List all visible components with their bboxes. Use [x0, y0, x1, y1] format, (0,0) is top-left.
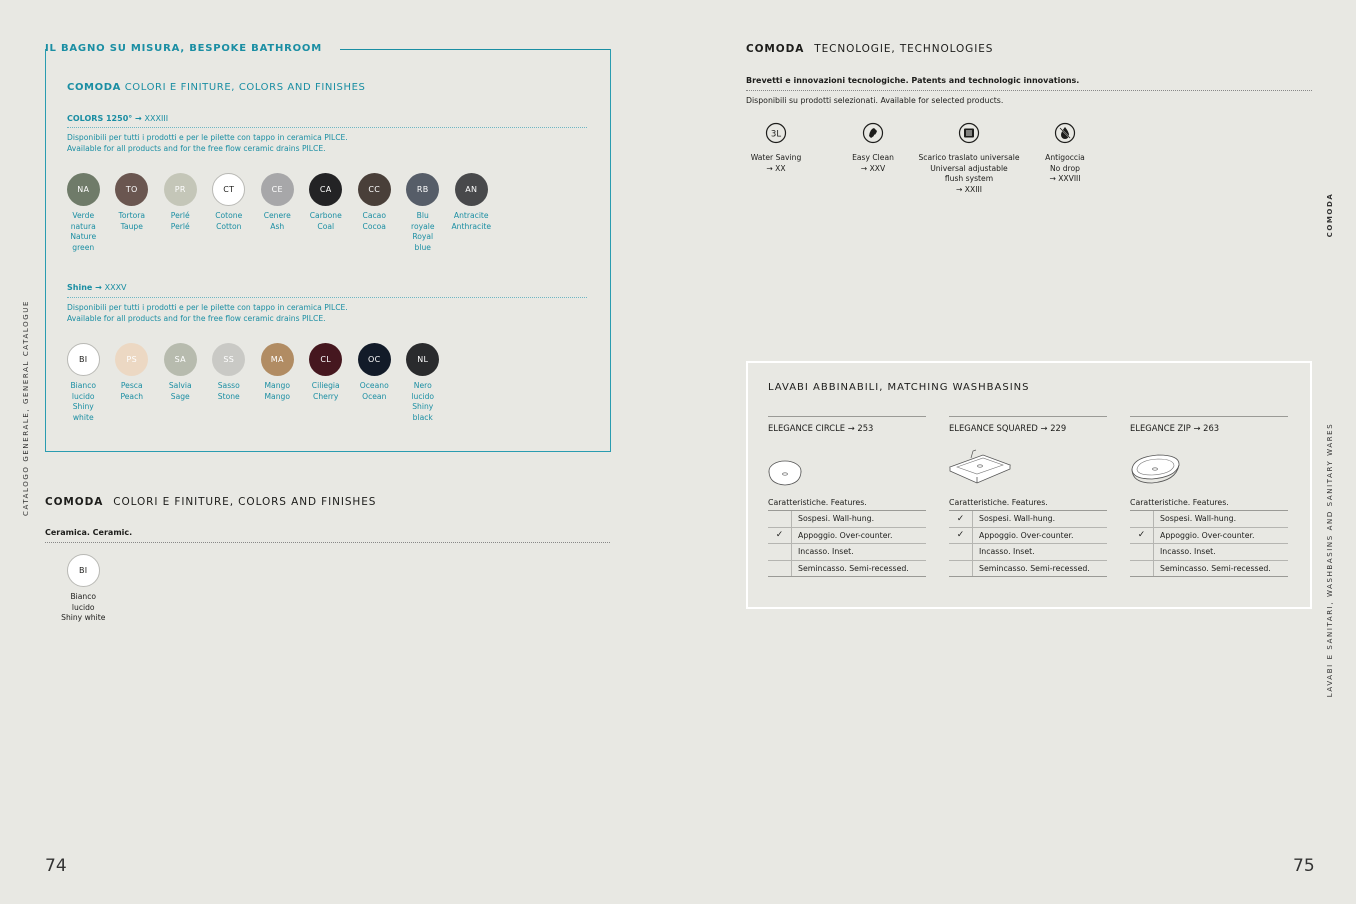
features-table	[949, 511, 1107, 577]
feature-label: Incasso. Inset.	[979, 547, 1035, 557]
technologies-title-bold: COMODA	[746, 43, 805, 55]
washbasin-drawing	[768, 439, 926, 494]
swatch-circle	[309, 173, 342, 206]
feature-label: Appoggio. Over-counter.	[798, 530, 893, 540]
ceramic-title-bold: COMODA	[45, 496, 104, 508]
feature-label: Appoggio. Over-counter.	[1160, 530, 1255, 540]
swatch-code: NA	[77, 185, 90, 194]
washbasin-name: ELEGANCE ZIP → 263	[1130, 423, 1220, 433]
swatch-code: CL	[320, 355, 332, 364]
swatch-code: MA	[270, 355, 284, 364]
swatch-circle	[261, 343, 294, 376]
washbasin-drawing	[949, 439, 1107, 494]
feature-label: Sospesi. Wall-hung.	[1160, 514, 1237, 524]
swatch-code: CE	[271, 185, 283, 194]
column-rule	[768, 416, 926, 417]
technologies-title-rest: TECNOLOGIE, TECHNOLOGIES	[814, 43, 994, 55]
swatch-circle	[164, 173, 197, 206]
swatch-circle	[261, 173, 294, 206]
color-swatch-cl	[302, 343, 351, 423]
swatch-circle	[67, 173, 100, 206]
swatch-code: BI	[79, 355, 88, 364]
swatch-label: Carbone Coal	[309, 211, 342, 231]
feature-label: Sospesi. Wall-hung.	[979, 514, 1056, 524]
feature-check-icon	[949, 544, 973, 560]
feature-row	[1130, 561, 1288, 578]
tech-label: Water Saving → XX	[750, 153, 802, 173]
feature-check-icon	[768, 511, 792, 527]
patents-heading: Brevetti e innovazioni tecnologiche. Patents and technologic innovations.	[746, 76, 1080, 85]
feature-label: Incasso. Inset.	[1160, 547, 1216, 557]
swatch-code: AN	[465, 185, 478, 194]
swatch-label: Antracite Anthracite	[451, 211, 491, 231]
svg-text:3L: 3L	[770, 129, 782, 140]
swatch-code: RB	[416, 185, 429, 194]
feature-check-icon	[1130, 511, 1154, 527]
swatch-circle	[455, 173, 488, 206]
washbasin-elegance-zip	[1130, 416, 1288, 577]
color-swatch-rb	[399, 173, 448, 253]
washbasins-title: LAVABI ABBINABILI, MATCHING WASHBASINS	[768, 382, 1030, 393]
shine-heading-ref: XXXV	[104, 283, 127, 292]
feature-label: Sospesi. Wall-hung.	[798, 514, 875, 524]
tech-easy-clean	[818, 122, 928, 174]
color-swatch-ct	[205, 173, 254, 253]
feature-row	[768, 528, 926, 545]
swatch-label: Cotone Cotton	[215, 211, 243, 231]
colors-heading-label: COLORS 1250° →	[67, 114, 142, 123]
swatch-code: TO	[125, 185, 138, 194]
feature-row	[949, 511, 1107, 528]
swatch-circle	[406, 173, 439, 206]
feature-label: Semincasso. Semi-recessed.	[1160, 563, 1271, 573]
swatch-code: CA	[319, 185, 332, 194]
colors-swatch-row	[59, 173, 496, 253]
features-title: Caratteristiche. Features.	[768, 498, 867, 507]
tech-no-drop	[1010, 122, 1120, 185]
swatch-code: PR	[174, 185, 186, 194]
ceramic-subheading: Ceramica. Ceramic.	[45, 528, 133, 537]
water-saving-icon	[765, 122, 787, 144]
swatch-code: BI	[79, 566, 88, 575]
shine-note	[67, 303, 348, 324]
tech-label: Antigoccia No drop → XXVIII	[1045, 153, 1085, 183]
swatch-label: Verde natura Nature green	[70, 211, 97, 252]
spine-label-right-bottom	[1318, 420, 1342, 700]
page-number-right: 75	[1293, 856, 1315, 876]
swatch-label: Oceano Ocean	[359, 381, 389, 401]
square-washbasin-icon	[949, 439, 1013, 494]
feature-check-icon: ✓	[1130, 528, 1154, 544]
availability-note: Disponibili su prodotti selezionati. Available for selected products.	[746, 96, 1004, 105]
swatch-circle	[115, 343, 148, 376]
swatch-label: Cacao Cocoa	[362, 211, 386, 231]
feature-check-icon: ✓	[949, 511, 973, 527]
spine-label-left	[14, 300, 38, 515]
swatch-label: Pesca Peach	[120, 381, 144, 401]
color-swatch-ss	[205, 343, 254, 423]
swatch-label: Mango Mango	[264, 381, 290, 401]
feature-row	[949, 561, 1107, 578]
color-swatch-cc	[350, 173, 399, 253]
oval-washbasin-icon	[1130, 439, 1184, 494]
swatch-label: Bianco lucido Shiny white	[70, 381, 97, 422]
swatch-label: Nero lucido Shiny black	[411, 381, 435, 422]
box-title	[67, 82, 366, 93]
swatch-circle	[67, 554, 100, 587]
easy-clean-icon	[862, 122, 884, 144]
swatch-label: Sasso Stone	[217, 381, 240, 401]
tech-universal-flush	[914, 122, 1024, 195]
shine-heading	[67, 283, 127, 292]
shine-note-line2: Available for all products and for the free flow ceramic drains PILCE.	[67, 313, 326, 323]
feature-row	[1130, 528, 1288, 545]
shine-rule	[67, 297, 587, 298]
washbasin-name: ELEGANCE CIRCLE → 253	[768, 423, 874, 433]
color-swatch-to	[108, 173, 157, 253]
swatch-code: NL	[417, 355, 429, 364]
feature-check-icon	[949, 561, 973, 577]
colors-note-line1: Disponibili per tutti i prodotti e per le pilette con tappo in ceramica PILCE.	[67, 133, 348, 142]
colors-note-line2: Available for all products and for the free flow ceramic drains PILCE.	[67, 143, 326, 153]
feature-check-icon	[768, 561, 792, 577]
color-swatch-bi	[59, 343, 108, 423]
feature-row	[1130, 544, 1288, 561]
swatch-code: CT	[223, 185, 235, 194]
shine-swatch-row	[59, 343, 447, 423]
page-header: IL BAGNO SU MISURA, BESPOKE BATHROOM	[45, 43, 322, 54]
color-swatch-nl	[399, 343, 448, 423]
color-swatch-an	[447, 173, 496, 253]
color-swatch-oc	[350, 343, 399, 423]
swatch-circle	[406, 343, 439, 376]
feature-row	[949, 528, 1107, 545]
feature-row	[768, 544, 926, 561]
swatch-code: PS	[126, 355, 137, 364]
box-title-rest: COLORI E FINITURE, COLORS AND FINISHES	[124, 82, 366, 93]
swatch-circle	[212, 343, 245, 376]
washbasin-name: ELEGANCE SQUARED → 229	[949, 423, 1067, 433]
no-drop-icon	[1054, 122, 1076, 144]
swatch-code: OC	[368, 355, 381, 364]
ceramic-title-rest: COLORI E FINITURE, COLORS AND FINISHES	[113, 496, 377, 508]
feature-check-icon: ✓	[949, 528, 973, 544]
shine-heading-label: Shine →	[67, 283, 102, 292]
ceramic-section-title	[45, 496, 376, 508]
washbasin-elegance-squared	[949, 416, 1107, 577]
washbasin-drawing	[1130, 439, 1288, 494]
washbasin-elegance-circle	[768, 416, 926, 577]
color-swatch-na	[59, 173, 108, 253]
swatch-code: SA	[174, 355, 186, 364]
features-title: Caratteristiche. Features.	[949, 498, 1048, 507]
spine-text: CATALOGO GENERALE, GENERAL CATALOGUE	[22, 299, 30, 516]
feature-check-icon	[1130, 561, 1154, 577]
tech-label: Scarico traslato universale Universal adjustable flush system → XXIII	[918, 153, 1020, 194]
swatch-circle	[212, 173, 245, 206]
spine-label-right-top	[1318, 185, 1342, 245]
technologies-title	[746, 43, 993, 55]
swatch-circle	[358, 173, 391, 206]
spine-text: COMODA	[1326, 192, 1334, 238]
feature-label: Semincasso. Semi-recessed.	[798, 563, 909, 573]
swatch-label: Tortora Taupe	[118, 211, 145, 231]
swatch-circle	[309, 343, 342, 376]
swatch-label: Salvia Sage	[168, 381, 192, 401]
tech-label: Easy Clean → XXV	[852, 153, 894, 173]
feature-check-icon	[768, 544, 792, 560]
swatch-label: Blu royale Royal blue	[410, 211, 435, 252]
swatch-label: Bianco lucido Shiny white	[61, 592, 106, 623]
feature-check-icon: ✓	[768, 528, 792, 544]
box-title-bold: COMODA	[67, 82, 121, 93]
patents-rule	[746, 90, 1312, 91]
swatch-circle	[358, 343, 391, 376]
spine-text: LAVABI E SANITARI, WASHBASINS AND SANITARY WARES	[1326, 422, 1334, 698]
features-table	[768, 511, 926, 577]
shine-note-line1: Disponibili per tutti i prodotti e per le pilette con tappo in ceramica PILCE.	[67, 303, 348, 312]
column-rule	[949, 416, 1107, 417]
feature-row	[768, 511, 926, 528]
color-swatch-ca	[302, 173, 351, 253]
round-washbasin-icon	[768, 439, 808, 494]
colors-note	[67, 133, 348, 154]
feature-row	[768, 561, 926, 578]
swatch-circle	[164, 343, 197, 376]
feature-row	[949, 544, 1107, 561]
ceramic-swatch	[59, 554, 108, 624]
colors-heading	[67, 114, 168, 123]
swatch-circle	[115, 173, 148, 206]
swatch-label: Perlé Perlé	[170, 211, 190, 231]
column-rule	[1130, 416, 1288, 417]
swatch-label: Ciliegia Cherry	[311, 381, 340, 401]
color-swatch-sa	[156, 343, 205, 423]
features-title: Caratteristiche. Features.	[1130, 498, 1229, 507]
swatch-label: Cenere Ash	[263, 211, 291, 231]
feature-label: Appoggio. Over-counter.	[979, 530, 1074, 540]
colors-rule	[67, 127, 587, 128]
color-swatch-ce	[253, 173, 302, 253]
swatch-circle	[67, 343, 100, 376]
tech-water-saving	[721, 122, 831, 174]
color-swatch-ps	[108, 343, 157, 423]
ceramic-rule	[45, 542, 610, 543]
color-swatch-ma	[253, 343, 302, 423]
swatch-code: SS	[223, 355, 235, 364]
feature-row	[1130, 511, 1288, 528]
page-number-left: 74	[45, 856, 67, 876]
features-table	[1130, 511, 1288, 577]
universal-flush-icon	[958, 122, 980, 144]
feature-label: Semincasso. Semi-recessed.	[979, 563, 1090, 573]
color-swatch-pr	[156, 173, 205, 253]
swatch-code: CC	[368, 185, 381, 194]
feature-label: Incasso. Inset.	[798, 547, 854, 557]
feature-check-icon	[1130, 544, 1154, 560]
colors-heading-ref: XXXIII	[144, 114, 169, 123]
